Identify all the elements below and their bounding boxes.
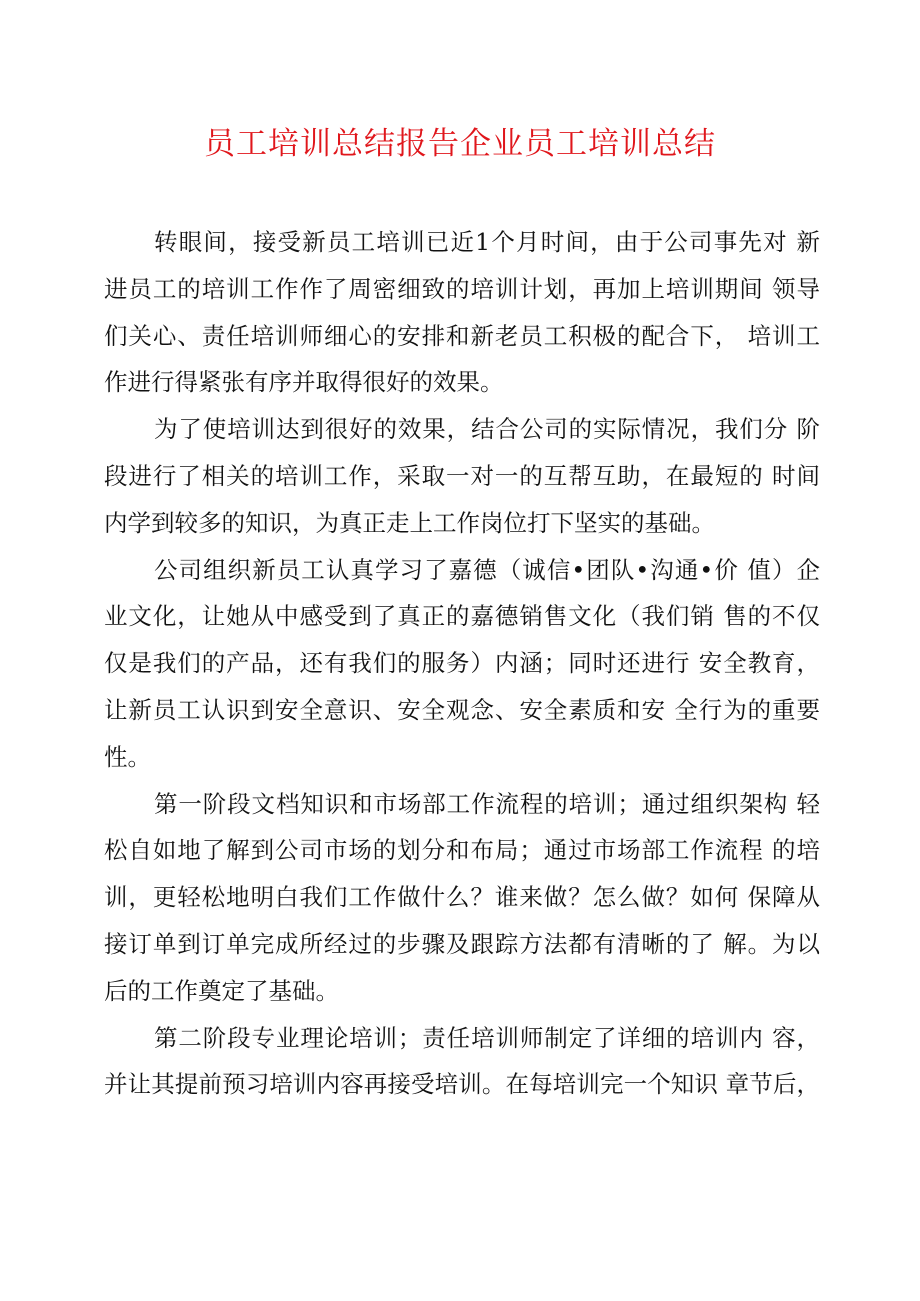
paragraph-line: 段进行了相关的培训工作，采取一对一的互帮互助，在最短的 时间 xyxy=(104,461,820,490)
paragraph-line: 业文化，让她从中感受到了真正的嘉德销售文化（我们销 售的不仅 xyxy=(104,602,820,631)
paragraph-line: 仅是我们的产品，还有我们的服务）内涵；同时还进行 安全教育， xyxy=(104,649,820,678)
paragraph xyxy=(104,784,820,1018)
paragraph-line: 后的工作奠定了基础。 xyxy=(104,976,339,1005)
paragraph-line: 性。 xyxy=(104,742,151,771)
paragraph-line: 第一阶段文档知识和市场部工作流程的培训；通过组织架构 轻 xyxy=(154,789,820,818)
paragraph-line: 接订单到订单完成所经过的步骤及跟踪方法都有清晰的了 解。为以 xyxy=(104,929,820,958)
document-body xyxy=(104,222,820,1111)
paragraph-line: 公司组织新员工认真学习了嘉德（诚信•团队•沟通•价 值）企 xyxy=(154,555,820,584)
paragraph-line: 作进行得紧张有序并取得很好的效果。 xyxy=(104,368,504,397)
paragraph xyxy=(104,1018,820,1112)
paragraph-line: 们关心、责任培训师细心的安排和新老员工积极的配合下， 培训工 xyxy=(104,321,820,350)
paragraph xyxy=(104,409,820,549)
paragraph-line: 内学到较多的知识，为真正走上工作岗位打下坚实的基础。 xyxy=(104,508,715,537)
paragraph-line: 转眼间，接受新员工培训已近1个月时间，由于公司事先对 新 xyxy=(154,228,820,256)
paragraph-line: 第二阶段专业理论培训；责任培训师制定了详细的培训内 容， xyxy=(154,1023,820,1052)
paragraph xyxy=(104,222,820,409)
paragraph-line: 松自如地了解到公司市场的划分和布局；通过市场部工作流程 的培 xyxy=(104,836,820,865)
paragraph-line: 进员工的培训工作作了周密细致的培训计划，再加上培训期间 领导 xyxy=(104,274,820,303)
paragraph-line: 训，更轻松地明白我们工作做什么？谁来做？怎么做？如何 保障从 xyxy=(104,883,820,912)
document-title: 员工培训总结报告企业员工培训总结 xyxy=(204,126,716,162)
paragraph-line: 为了使培训达到很好的效果，结合公司的实际情况，我们分 阶 xyxy=(154,415,820,444)
paragraph xyxy=(104,550,820,784)
paragraph-line: 并让其提前预习培训内容再接受培训。在每培训完一个知识 章节后， xyxy=(104,1070,820,1099)
paragraph-line: 让新员工认识到安全意识、安全观念、安全素质和安 全行为的重要 xyxy=(104,695,820,724)
